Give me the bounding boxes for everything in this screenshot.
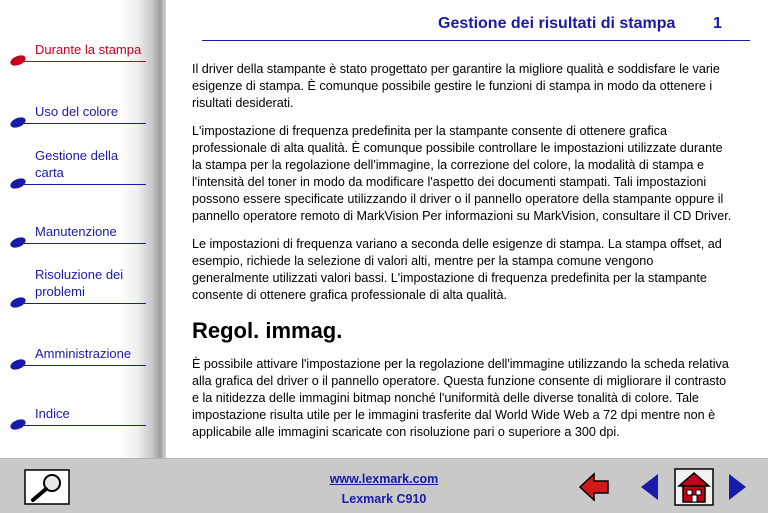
sidebar-item-label[interactable]: Gestione della carta bbox=[35, 148, 119, 180]
section-heading: Regol. immag. bbox=[192, 318, 343, 343]
previous-page-icon[interactable] bbox=[638, 472, 660, 502]
sidebar-item-label[interactable]: Indice bbox=[35, 406, 70, 421]
website-link[interactable]: www.lexmark.com bbox=[329, 472, 439, 486]
page-title: Gestione dei risultati di stampa bbox=[438, 15, 676, 32]
sidebar bbox=[0, 0, 166, 458]
paragraph: Il driver della stampante è stato progettato per garantire la migliore qualità e soddisfare le varie esigenze di stampa. È comunque possibile gestire le funzioni di stampa in modo da ottenere i risultati desiderati. bbox=[192, 62, 720, 110]
product-name: Lexmark C910 bbox=[341, 492, 427, 506]
bullet-icon bbox=[9, 235, 27, 249]
page-number: 1 bbox=[713, 15, 722, 32]
bullet-icon bbox=[9, 417, 27, 431]
sidebar-item-label[interactable]: Manutenzione bbox=[35, 224, 117, 239]
footer bbox=[0, 458, 768, 513]
divider bbox=[24, 425, 146, 426]
divider bbox=[24, 365, 146, 366]
bullet-icon bbox=[9, 176, 27, 190]
back-arrow-icon[interactable] bbox=[578, 472, 610, 502]
divider bbox=[24, 184, 146, 185]
bullet-icon bbox=[9, 115, 27, 129]
bullet-icon bbox=[9, 295, 27, 309]
paragraph: Le impostazioni di frequenza variano a seconda delle esigenze di stampa. La stampa offset, ad esempio, richiede la selezione di valori alti, mentre per la stampa comune vengono generalmente utilizzati valori bassi. L'impostazione di frequenza predefinita per la stampante consente di ottenere grafica professionale di alta qualità. bbox=[192, 237, 722, 302]
paragraph: È possibile attivare l'impostazione per la regolazione dell'immagine utilizzando la scheda relativa alla grafica del driver o il pannello operatore. Questa funzione consente di migliorare il contrasto e la nitidezza delle immagini bitmap nonché l'uniformità delle diverse tonalità di colore. Tale impostazione risulta utile per le immagini trasferite dal World Wide Web a 72 dpi mentre non è applicabile alle immagini scaricate con risoluzione pari o superiore a 300 dpi. bbox=[192, 357, 729, 439]
main-content bbox=[192, 61, 732, 452]
bullet-icon bbox=[9, 53, 27, 67]
sidebar-item-label[interactable]: Amministrazione bbox=[35, 346, 132, 361]
next-page-icon[interactable] bbox=[727, 472, 749, 502]
sidebar-item-label[interactable]: Risoluzione dei problemi bbox=[35, 267, 124, 299]
bullet-icon bbox=[9, 357, 27, 371]
search-icon[interactable] bbox=[24, 469, 70, 505]
home-icon[interactable] bbox=[674, 468, 714, 506]
divider bbox=[24, 61, 146, 62]
header-divider bbox=[202, 40, 750, 41]
divider bbox=[24, 243, 146, 244]
paragraph: L'impostazione di frequenza predefinita per la stampante consente di ottenere grafica professionale di alta qualità. È comunque possibile controllare le impostazioni utilizzate durante la stampa per la regolazione dell'immagine, la correzione del colore, la modalità di stampa e l'intensità del toner in modo da modificare l'aspetto dei documenti stampati. Tali impostazioni possono essere specificate utilizzando il driver o il pannello operatore della stampante oppure il pannello operatore remoto di MarkVision Per informazioni su MarkVision, consultare il CD Driver. bbox=[192, 124, 732, 223]
divider bbox=[24, 303, 146, 304]
sidebar-item-label[interactable]: Uso del colore bbox=[35, 104, 119, 119]
sidebar-item-label[interactable]: Durante la stampa bbox=[35, 42, 142, 57]
divider bbox=[24, 123, 146, 124]
